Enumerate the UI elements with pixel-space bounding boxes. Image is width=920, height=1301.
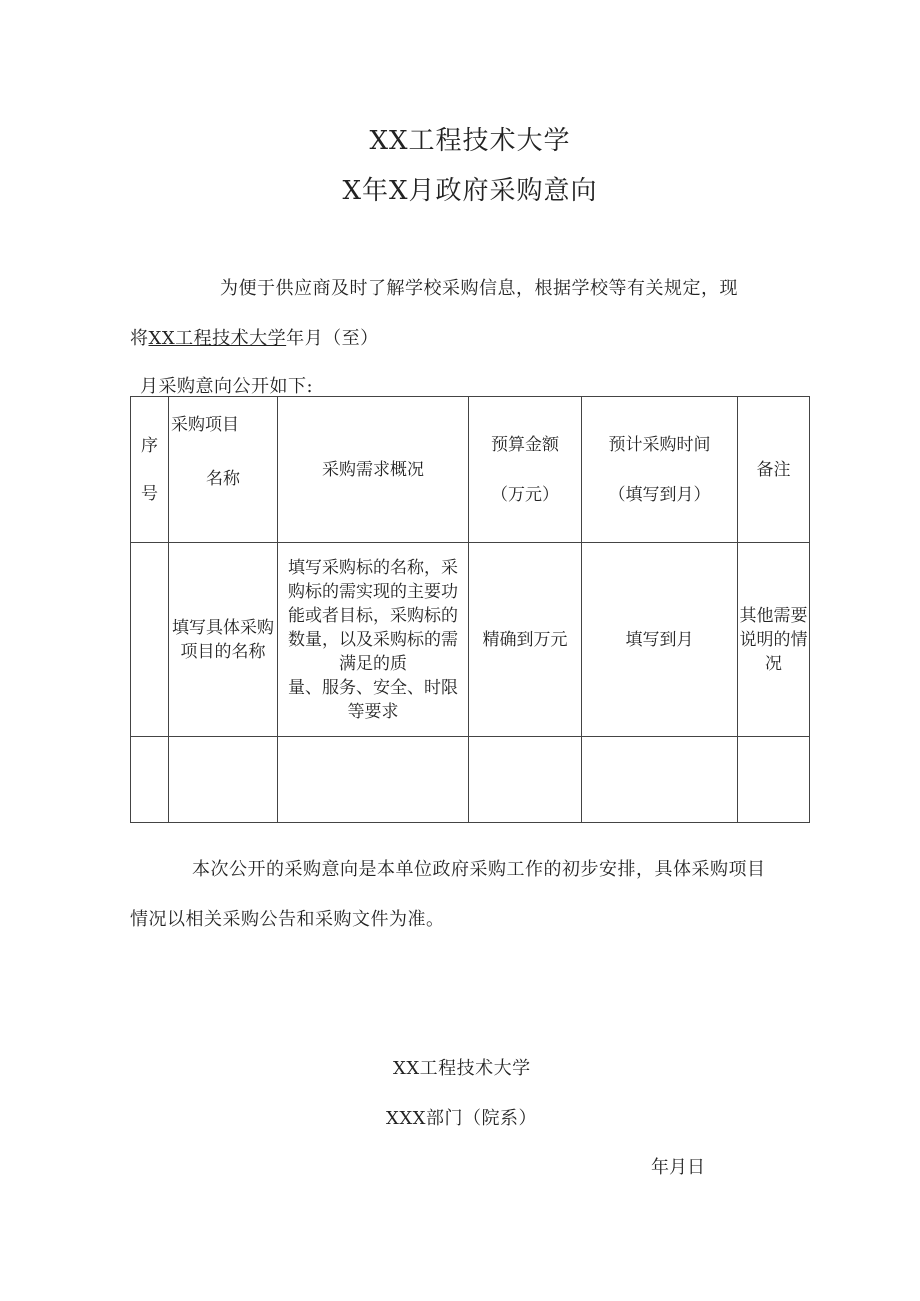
row1-time: 填写到月 [582, 543, 738, 737]
intro-line-2 [130, 324, 379, 350]
header-seq-b: 号 [141, 483, 158, 504]
header-seq [131, 397, 169, 543]
header-time-a: 预计采购时间 [608, 434, 711, 455]
signature-school: XX工程技术大学 [393, 1058, 531, 1079]
header-budget [469, 397, 582, 543]
intro-line-2-suffix: 年月（至） [286, 328, 379, 349]
row2-budget [469, 737, 582, 823]
closing-line-1: 本次公开的采购意向是本单位政府采购工作的初步安排，具体采购项目 [192, 859, 766, 880]
header-time-b: （填写到月） [608, 484, 711, 505]
table-row [131, 543, 810, 737]
intro-line-1: 为便于供应商及时了解学校采购信息，根据学校等有关规定，现 [220, 278, 738, 299]
signature-date: 年月日 [651, 1157, 705, 1178]
row1-requirements-a: 填写采购标的名称，采购标的需实现的主要功能或者目标，采购标的数量，以及采购标的需满足的质 [288, 557, 458, 674]
row1-budget: 精确到万元 [469, 543, 582, 737]
table-row [131, 737, 810, 823]
procurement-table [130, 396, 810, 823]
header-name-b: 名称 [206, 469, 240, 489]
document-title: XX工程技术大学 [369, 126, 571, 156]
row2-name [169, 737, 278, 823]
row1-notes: 其他需要说明的情况 [738, 543, 810, 737]
row2-notes [738, 737, 810, 823]
intro-line-3: 月采购意向公开如下: [140, 376, 314, 397]
row2-time [582, 737, 738, 823]
header-budget-b: （万元） [491, 484, 559, 505]
signature-department: XXX部门（院系） [386, 1108, 537, 1129]
header-time [582, 397, 738, 543]
header-requirements: 采购需求概况 [278, 397, 469, 543]
intro-line-2-prefix: 将 [130, 328, 149, 349]
row2-seq [131, 737, 169, 823]
row1-name: 填写具体采购项目的名称 [169, 543, 278, 737]
row1-requirements-b: 量、服务、安全、时限等要求 [288, 677, 458, 722]
row1-requirements [278, 543, 469, 737]
header-name-a: 采购项目 [171, 415, 239, 435]
intro-school-name: XX工程技术大学 [148, 328, 287, 349]
table-header-row [131, 397, 810, 543]
header-budget-a: 预算金额 [491, 434, 559, 455]
closing-line-2: 情况以相关采购公告和采购文件为准。 [130, 909, 445, 930]
header-name [169, 397, 278, 543]
row1-seq [131, 543, 169, 737]
header-seq-a: 序 [141, 435, 158, 456]
document-subtitle: X年X月政府采购意向 [342, 176, 598, 206]
header-notes: 备注 [738, 397, 810, 543]
row2-requirements [278, 737, 469, 823]
